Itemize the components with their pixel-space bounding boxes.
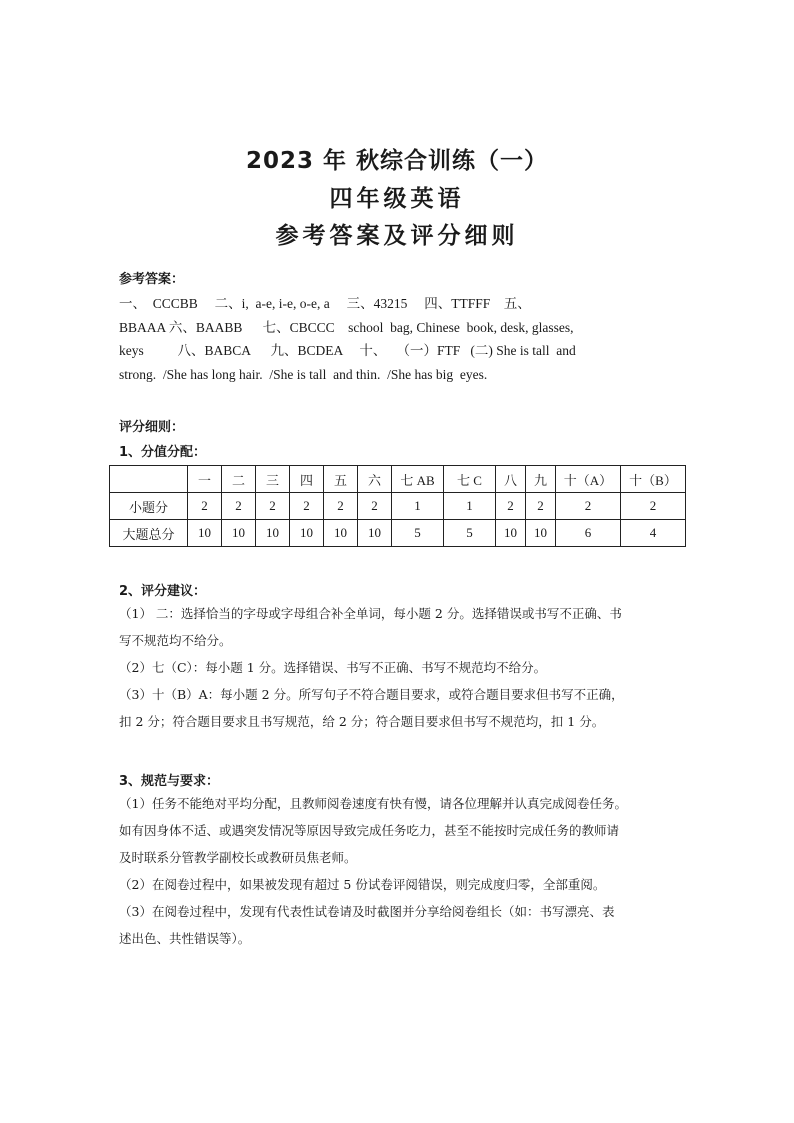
score-allocation-heading: 1、分值分配： <box>119 445 207 460</box>
table-cell: 七 AB <box>392 466 444 493</box>
suggestion-line: （3）十（B）A：每小题 2 分。所写句子不符合题目要求，或符合题目要求但书写不正确， <box>119 687 624 702</box>
table-cell: 四 <box>290 466 324 493</box>
score-table <box>109 465 686 547</box>
table-cell: 七 C <box>444 466 496 493</box>
table-cell: 1 <box>444 493 496 520</box>
answers-heading: 参考答案： <box>119 272 185 287</box>
table-cell: 八 <box>496 466 526 493</box>
table-row <box>110 520 686 547</box>
table-cell <box>110 466 188 493</box>
table-cell: 1 <box>392 493 444 520</box>
table-cell: 2 <box>256 493 290 520</box>
answers-block <box>119 292 675 386</box>
answer-line: 一、 CCCBB 二、i, a-e, i-e, o-e, a 三、43215 四、TTFFF 五、 <box>119 296 531 311</box>
table-cell: 10 <box>324 520 358 547</box>
table-cell: 2 <box>290 493 324 520</box>
table-cell: 十（A） <box>556 466 621 493</box>
doc-title-line2: 四年级英语 <box>329 186 465 212</box>
requirement-line: 及时联系分管教学副校长或教研员焦老师。 <box>119 850 357 865</box>
requirement-line: （1）任务不能绝对平均分配，且教师阅卷速度有快有慢，请各位理解并认真完成阅卷任务。 <box>119 796 627 811</box>
requirement-line: （3）在阅卷过程中，发现有代表性试卷请及时截图并分享给阅卷组长（如：书写漂亮、表 <box>119 904 615 919</box>
table-cell: 一 <box>188 466 222 493</box>
table-cell: 5 <box>392 520 444 547</box>
table-cell: 4 <box>621 520 686 547</box>
table-cell: 6 <box>556 520 621 547</box>
table-cell: 10 <box>188 520 222 547</box>
table-cell: 10 <box>358 520 392 547</box>
table-cell: 5 <box>444 520 496 547</box>
grading-suggestions-heading: 2、评分建议： <box>119 584 207 599</box>
grading-suggestions <box>119 600 679 735</box>
table-cell: 10 <box>496 520 526 547</box>
requirements <box>119 790 679 952</box>
answer-line: keys 八、BABCA 九、BCDEA 十、 （一）FTF (二) She is tall and <box>119 343 576 358</box>
grading-heading: 评分细则： <box>119 420 185 435</box>
requirement-line: 述出色、共性错误等）。 <box>119 931 251 946</box>
table-row <box>110 493 686 520</box>
table-cell: 小题分 <box>110 493 188 520</box>
suggestion-line: （1） 二：选择恰当的字母或字母组合补全单词，每小题 2 分。选择错误或书写不正确、书 <box>119 606 622 621</box>
table-cell: 二 <box>222 466 256 493</box>
requirement-line: 如有因身体不适、或遇突发情况等原因导致完成任务吃力，甚至不能按时完成任务的教师请 <box>119 823 620 838</box>
table-cell: 2 <box>621 493 686 520</box>
answer-line: BBAAA 六、BAABB 七、CBCCC school bag, Chinese book, desk, glasses, <box>119 319 574 335</box>
table-cell: 2 <box>324 493 358 520</box>
table-cell: 十（B） <box>621 466 686 493</box>
table-cell: 10 <box>222 520 256 547</box>
table-cell: 2 <box>556 493 621 520</box>
doc-title-line1: 2023 年 秋综合训练（一） <box>245 148 549 174</box>
table-cell: 大题总分 <box>110 520 188 547</box>
table-header-row <box>110 466 686 493</box>
table-cell: 三 <box>256 466 290 493</box>
table-cell: 五 <box>324 466 358 493</box>
suggestion-line: 扣 2 分；符合题目要求且书写规范，给 2 分；符合题目要求但书写不规范均，扣 1 分。 <box>119 714 605 729</box>
suggestion-line: （2）七（C）：每小题 1 分。选择错误、书写不正确、书写不规范均不给分。 <box>119 660 547 675</box>
table-cell: 2 <box>358 493 392 520</box>
suggestion-line: 写不规范均不给分。 <box>119 633 232 648</box>
table-cell: 2 <box>222 493 256 520</box>
table-cell: 2 <box>496 493 526 520</box>
table-cell: 六 <box>358 466 392 493</box>
table-cell: 10 <box>290 520 324 547</box>
answer-line: strong. /She has long hair. /She is tall and thin. /She has big eyes. <box>119 366 488 382</box>
table-cell: 10 <box>256 520 290 547</box>
table-cell: 2 <box>526 493 556 520</box>
doc-title-line3: 参考答案及评分细则 <box>275 223 519 249</box>
table-cell: 2 <box>188 493 222 520</box>
requirement-line: （2）在阅卷过程中，如果被发现有超过 5 份试卷评阅错误，则完成度归零，全部重阅。 <box>119 877 606 892</box>
requirements-heading: 3、规范与要求： <box>119 774 220 789</box>
table-cell: 10 <box>526 520 556 547</box>
table-cell: 九 <box>526 466 556 493</box>
